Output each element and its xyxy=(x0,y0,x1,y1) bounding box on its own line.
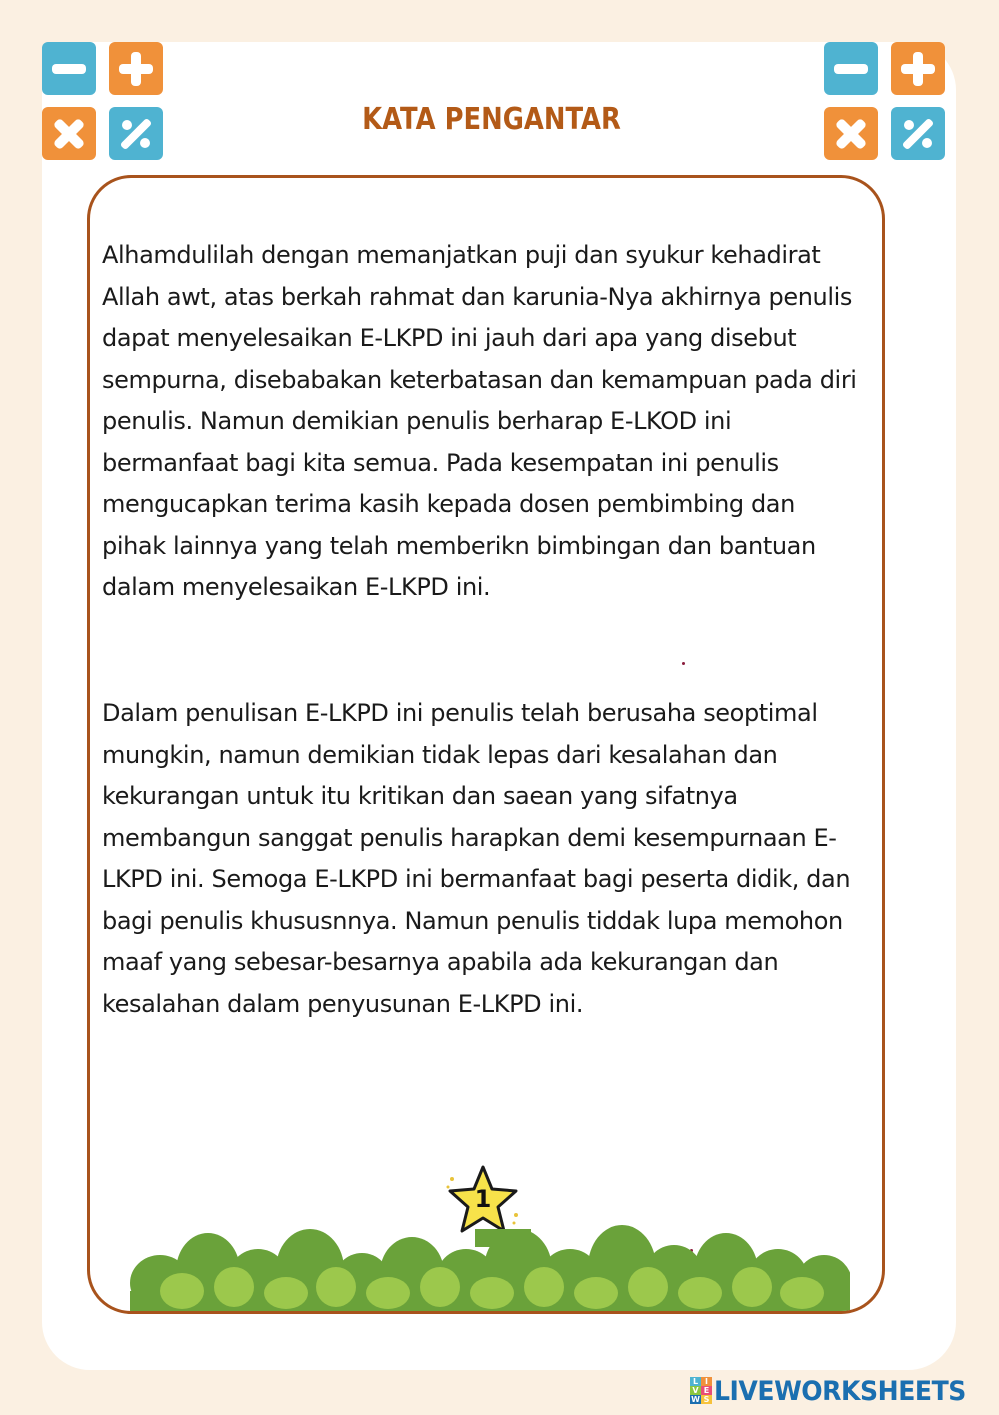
math-icons-left xyxy=(42,42,164,160)
page-title: KATA PENGANTAR xyxy=(362,102,621,137)
math-icons-right xyxy=(824,42,946,160)
multiply-icon xyxy=(42,107,96,160)
liveworksheets-logo-icon: L I V E W S xyxy=(690,1377,712,1405)
paragraph-1: Alhamdulilah dengan memanjatkan puji dan syukur kehadirat Allah awt, atas berkah rahmat dan karunia-Nya akhirnya penulis dapat menyelesaikan E-LKPD ini jauh dari apa yang disebut sempurna, disebabakan keterbatasan dan kemampuan pada diri penulis. Namun demikian penulis berharap E-LKOD ini bermanfaat bagi kita semua. Pada kesempatan ini penulis mengucapkan terima kasih kepada dosen pembimbing dan pihak lainnya yang telah memberikn bimbingan dan bantuan dalam menyelesaikan E-LKPD ini. xyxy=(102,241,857,601)
paragraph-2: Dalam penulisan E-LKPD ini penulis telah berusaha seoptimal mungkin, namun demikian tidak lepas dari kesalahan dan kekurangan untuk itu kritikan dan saean yang sifatnya membangun sanggat penulis harapkan demi kesempurnaan E-LKPD ini. Semoga E-LKPD ini bermanfaat bagi peserta didik, dan bagi penulis khususnnya. Namun penulis tiddak lupa memohon maaf yang sebesar-besarnya apabila ada kekurangan dan kesalahan dalam penyusunan E-LKPD ini. xyxy=(102,699,851,1018)
brand-name: LIVEWORKSHEETS xyxy=(714,1375,966,1407)
page-number: 1 xyxy=(474,1185,492,1213)
plus-icon xyxy=(891,42,945,95)
percent-icon xyxy=(891,107,945,160)
liveworksheets-brand[interactable] xyxy=(690,1374,985,1408)
multiply-icon xyxy=(824,107,878,160)
bushes-illustration xyxy=(130,1221,850,1311)
percent-icon xyxy=(109,107,163,160)
plus-icon xyxy=(109,42,163,95)
minus-icon xyxy=(42,42,96,95)
content-frame xyxy=(87,175,885,1314)
decorative-dot xyxy=(682,662,685,665)
minus-icon xyxy=(824,42,878,95)
